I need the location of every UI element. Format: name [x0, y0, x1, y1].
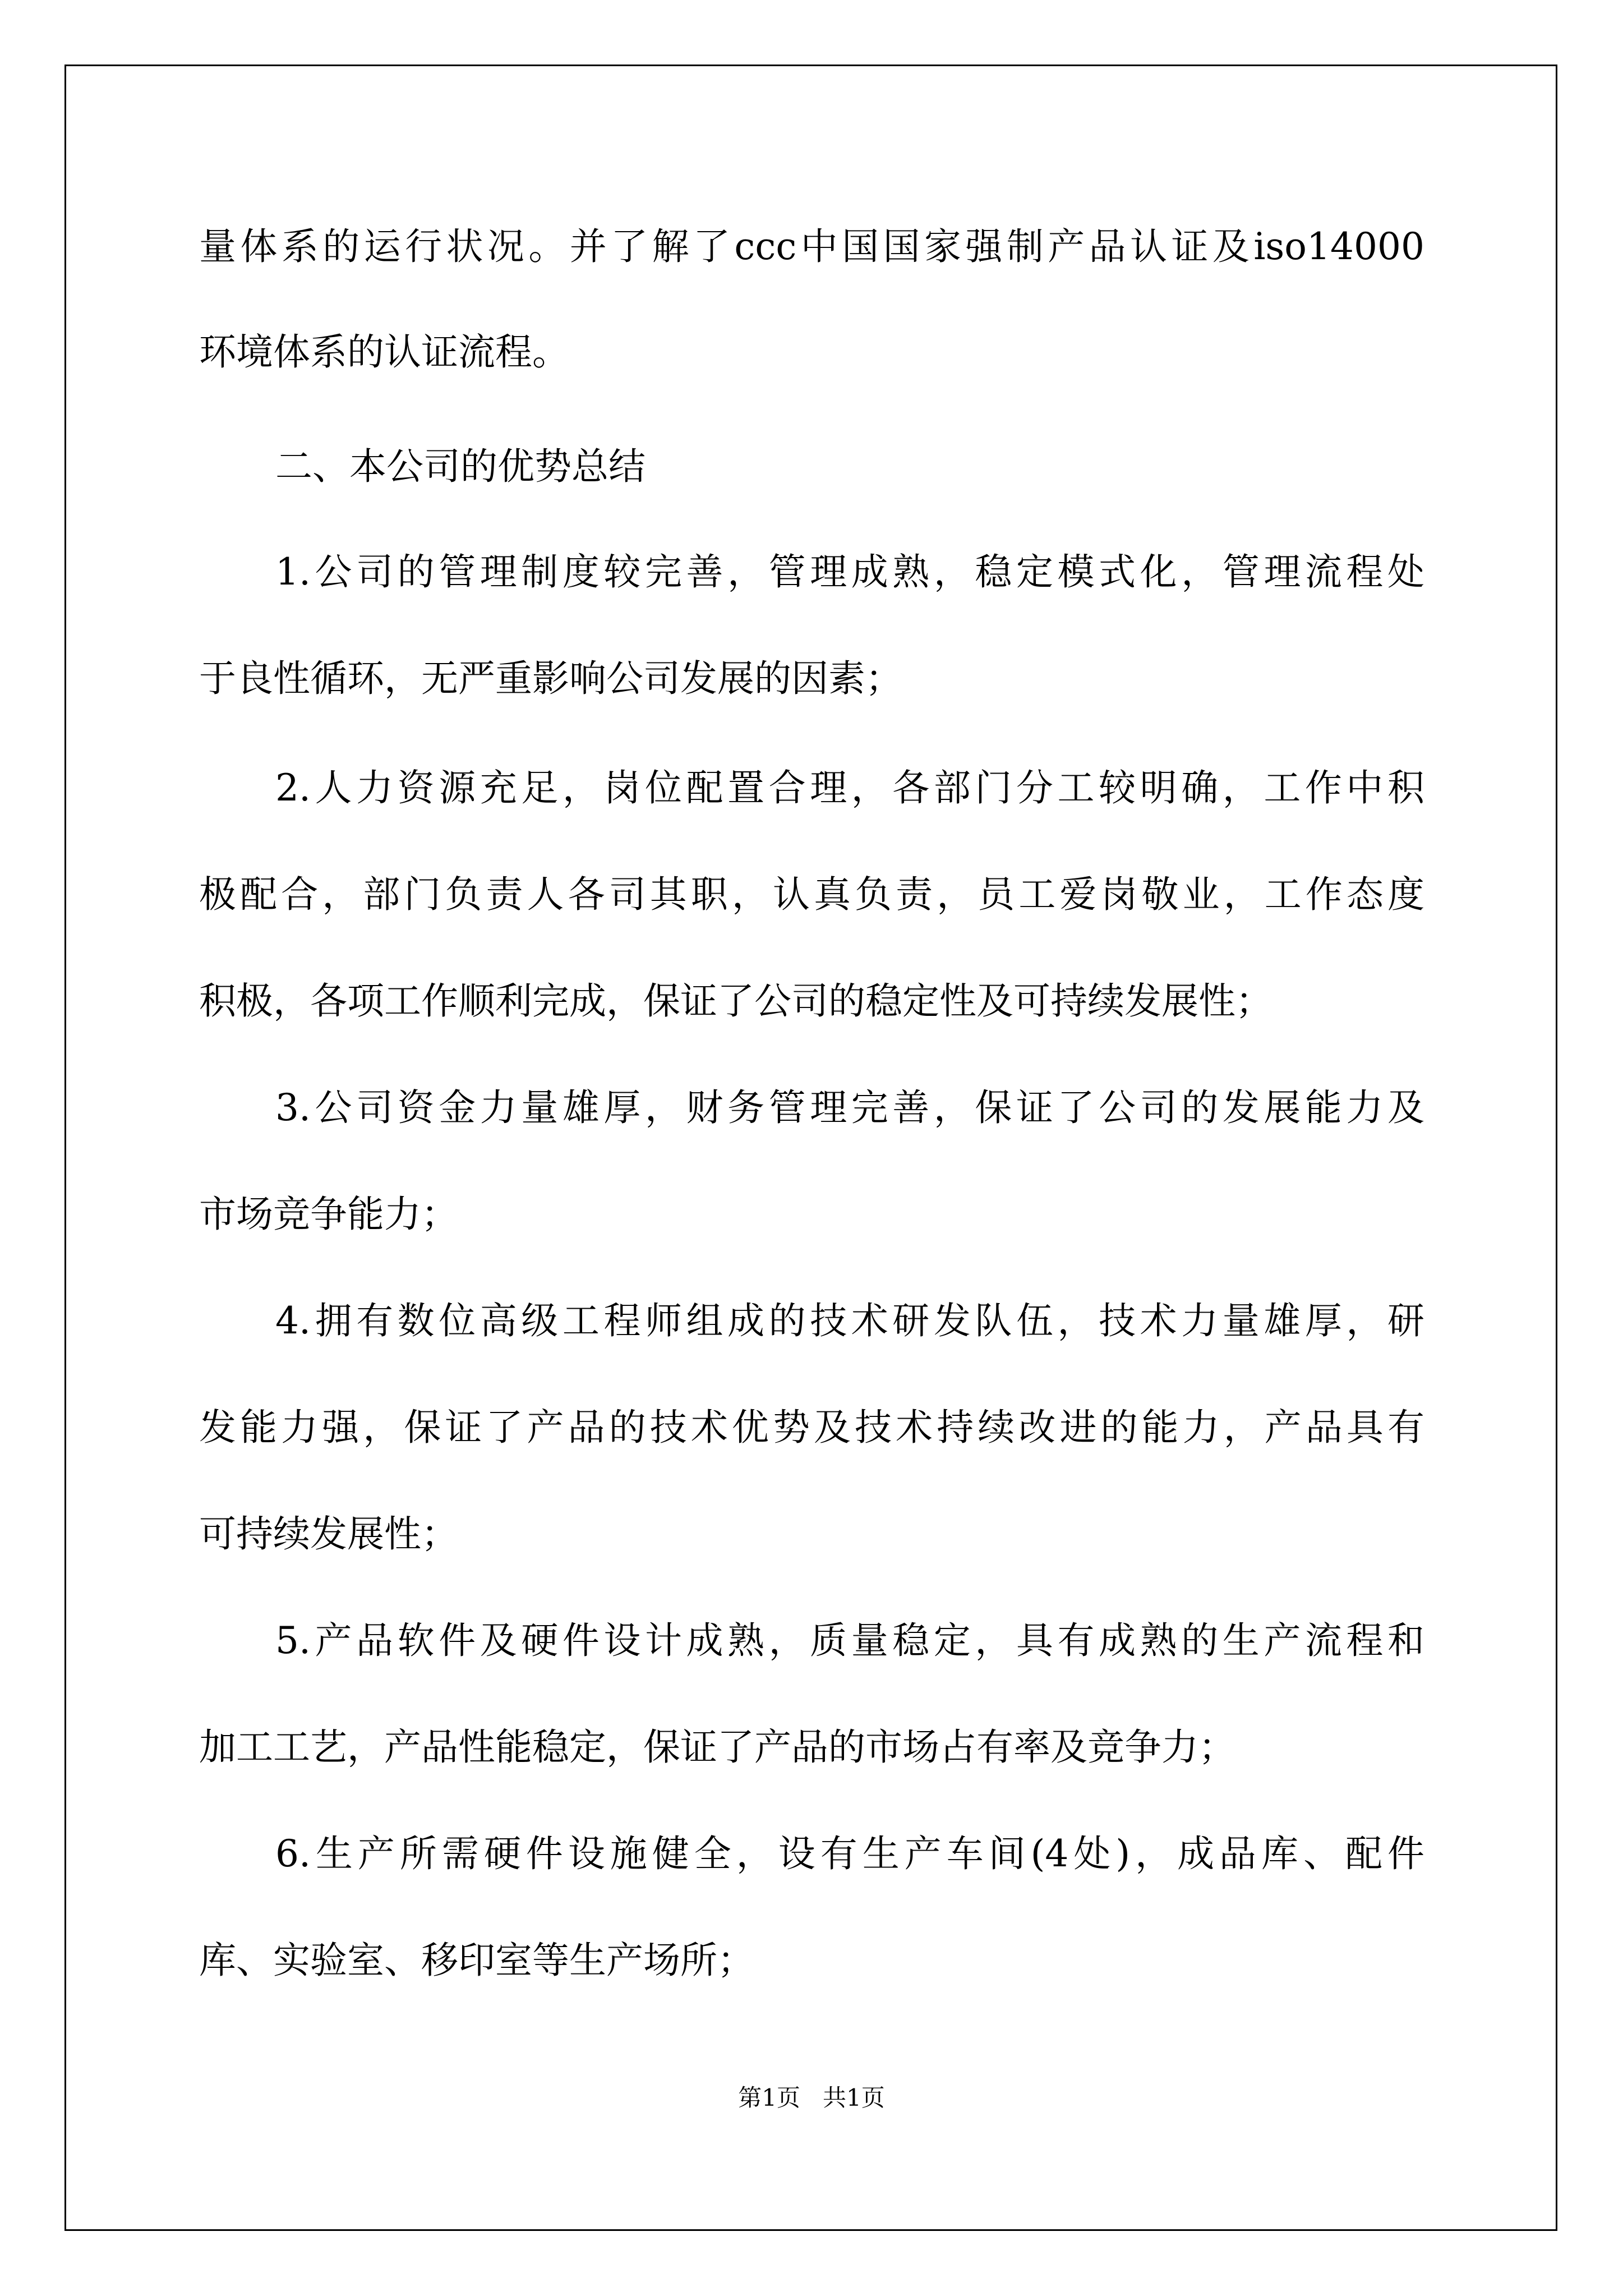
- text-line: 5.产品软件及硬件设计成熟，质量稳定，具有成熟的生产流程和: [275, 1619, 1424, 1662]
- text-line: 积极，各项工作顺利完成，保证了公司的稳定性及可持续发展性；: [199, 979, 1272, 1023]
- section-heading: 二、本公司的优势总结: [275, 445, 645, 488]
- text-line: 3.公司资金力量雄厚，财务管理完善，保证了公司的发展能力及: [275, 1086, 1424, 1129]
- text-line: 量体系的运行状况。并了解了ccc中国国家强制产品认证及iso14000: [199, 225, 1424, 268]
- text-line: 1.公司的管理制度较完善，管理成熟，稳定模式化，管理流程处: [275, 550, 1424, 593]
- text-line: 可持续发展性；: [199, 1512, 458, 1556]
- text-line: 极配合，部门负责人各司其职，认真负责，员工爱岗敬业，工作态度: [199, 873, 1424, 916]
- text-line: 6.生产所需硬件设施健全，设有生产车间(4处)，成品库、配件: [275, 1832, 1424, 1875]
- text-line: 加工工艺，产品性能稳定，保证了产品的市场占有率及竞争力；: [199, 1726, 1235, 1769]
- page-border: [64, 65, 1557, 2231]
- text-line: 于良性循环，无严重影响公司发展的因素；: [199, 657, 902, 700]
- text-line: 库、实验室、移印室等生产场所；: [199, 1939, 754, 1982]
- text-line: 环境体系的认证流程。: [199, 330, 569, 374]
- text-line: 2.人力资源充足，岗位配置合理，各部门分工较明确，工作中积: [275, 766, 1424, 809]
- page-footer: 第1页 共1页: [738, 2084, 885, 2111]
- text-line: 发能力强，保证了产品的技术优势及技术持续改进的能力，产品具有: [199, 1406, 1424, 1449]
- text-line: 市场竞争能力；: [199, 1193, 458, 1236]
- text-line: 4.拥有数位高级工程师组成的技术研发队伍，技术力量雄厚，研: [275, 1299, 1424, 1342]
